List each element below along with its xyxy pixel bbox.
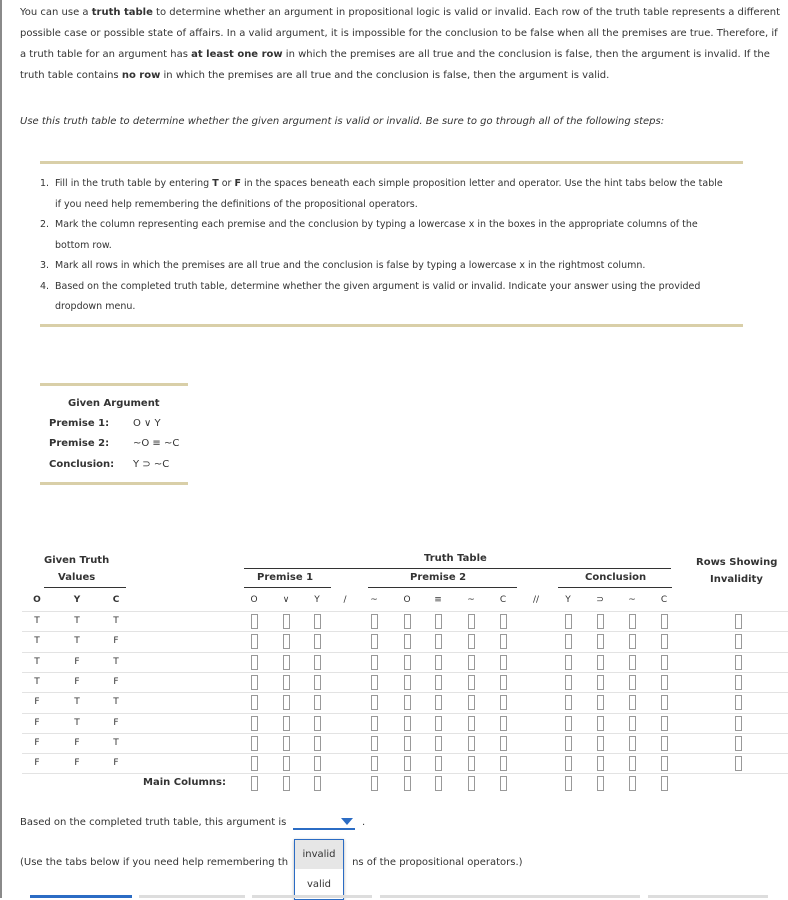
row-divider xyxy=(22,631,788,632)
truth-value-input[interactable] xyxy=(371,614,378,629)
chevron-down-icon[interactable] xyxy=(341,818,353,825)
given-value: F xyxy=(74,676,80,687)
given-col-header: C xyxy=(112,595,120,605)
truth-value-input[interactable] xyxy=(371,675,378,690)
truth-value-input[interactable] xyxy=(251,675,258,690)
truth-value-input[interactable] xyxy=(468,675,475,690)
truth-value-input[interactable] xyxy=(500,695,507,710)
given-value: F xyxy=(113,676,119,687)
truth-value-input[interactable] xyxy=(435,756,442,771)
premise-2-row: Premise 2: ~O ≡ ~C xyxy=(49,438,180,449)
truth-value-input[interactable] xyxy=(251,655,258,670)
truth-value-input[interactable] xyxy=(314,695,321,710)
step-3: 3. Mark all rows in which the premises are all true and the conclusion is false by typing a lowercase x in the rightmost column. xyxy=(40,260,646,271)
truth-value-input[interactable] xyxy=(283,675,290,690)
truth-value-input[interactable] xyxy=(371,634,378,649)
truth-value-input[interactable] xyxy=(661,756,668,771)
truth-value-input[interactable] xyxy=(565,695,572,710)
given-value: F xyxy=(34,717,40,728)
answer-prompt: Based on the completed truth table, this argument is xyxy=(20,817,287,828)
truth-value-input[interactable] xyxy=(435,736,442,751)
truth-value-input[interactable] xyxy=(500,655,507,670)
given-value: T xyxy=(74,636,80,647)
row-divider xyxy=(22,652,788,653)
operator-col-header: C xyxy=(660,595,668,605)
conclusion-header: Conclusion xyxy=(585,572,647,583)
truth-value-input[interactable] xyxy=(371,736,378,751)
truth-value-input[interactable] xyxy=(629,675,636,690)
given-argument-box xyxy=(40,383,188,485)
truth-value-input[interactable] xyxy=(597,675,604,690)
operator-col-header: ~ xyxy=(370,595,378,605)
given-value: F xyxy=(34,758,40,769)
row-divider xyxy=(22,753,788,754)
invalidity-mark-input[interactable] xyxy=(735,634,742,649)
truth-value-input[interactable] xyxy=(565,675,572,690)
given-value: F xyxy=(74,656,80,667)
given-values-header: Values xyxy=(58,572,96,583)
given-value: T xyxy=(113,737,119,748)
truth-value-input[interactable] xyxy=(371,756,378,771)
truth-value-input[interactable] xyxy=(565,736,572,751)
truth-value-input[interactable] xyxy=(661,655,668,670)
answer-period: . xyxy=(362,817,366,828)
main-column-input[interactable] xyxy=(404,776,411,791)
truth-value-input[interactable] xyxy=(629,756,636,771)
truth-value-input[interactable] xyxy=(251,716,258,731)
truth-value-input[interactable] xyxy=(500,716,507,731)
truth-value-input[interactable] xyxy=(500,614,507,629)
given-value: T xyxy=(74,616,80,626)
truth-table-underline xyxy=(244,568,671,569)
truth-table-header: Truth Table xyxy=(424,553,487,564)
truth-value-input[interactable] xyxy=(371,695,378,710)
step-2: 2. Mark the column representing each premise and the conclusion by typing a lowercase x in the boxes in the appropriate columns of the bottom row. xyxy=(40,219,698,251)
truth-value-input[interactable] xyxy=(597,756,604,771)
step-4: 4. Based on the completed truth table, determine whether the given argument is valid or invalid. Indicate your answer using the provided dropdown menu. xyxy=(40,280,701,312)
row-divider xyxy=(22,672,788,673)
truth-value-input[interactable] xyxy=(404,716,411,731)
truth-value-input[interactable] xyxy=(661,736,668,751)
truth-value-input[interactable] xyxy=(468,634,475,649)
row-divider xyxy=(22,692,788,693)
truth-value-input[interactable] xyxy=(468,736,475,751)
intro-paragraph: You can use a truth table to determine whether an argument in propositional logic is valid or invalid. Each row of the truth table represents a different possible case or possible state of affairs. In a valid argument, it is impossible for the conclusion to be false when all the premises are true. Therefore, if a truth table for an argument has at least one row in which the premises are all true and the conclusion is false, then the argument is invalid. If the truth table contains no row in which the premises are all true and the conclusion is false, then the argument is valid. xyxy=(20,7,780,81)
steps-box xyxy=(40,161,743,327)
truth-value-input[interactable] xyxy=(314,614,321,629)
given-value: F xyxy=(34,737,40,748)
option-valid[interactable]: valid xyxy=(307,879,331,890)
truth-value-input[interactable] xyxy=(251,736,258,751)
given-value: F xyxy=(34,697,40,708)
operator-col-header: ~ xyxy=(467,595,475,605)
truth-value-input[interactable] xyxy=(597,716,604,731)
operator-col-header: Y xyxy=(314,595,320,605)
truth-value-input[interactable] xyxy=(629,655,636,670)
truth-value-input[interactable] xyxy=(629,634,636,649)
truth-value-input[interactable] xyxy=(435,675,442,690)
given-value: T xyxy=(34,676,40,687)
truth-value-input[interactable] xyxy=(283,695,290,710)
invalidity-mark-input[interactable] xyxy=(735,695,742,710)
conclusion-formula: Y ⊃ ~C xyxy=(133,459,170,470)
given-value: F xyxy=(113,758,119,769)
truth-value-input[interactable] xyxy=(404,675,411,690)
invalidity-mark-input[interactable] xyxy=(735,736,742,751)
given-value: T xyxy=(113,656,119,667)
given-value: T xyxy=(113,697,119,708)
rows-showing-header: Rows Showing xyxy=(696,557,778,568)
truth-value-input[interactable] xyxy=(629,695,636,710)
premise-1-underline xyxy=(244,587,331,588)
truth-value-input[interactable] xyxy=(404,634,411,649)
truth-value-input[interactable] xyxy=(500,675,507,690)
premise-1-row: Premise 1: O ∨ Y xyxy=(49,418,161,429)
truth-value-input[interactable] xyxy=(404,614,411,629)
premise-1-formula: O ∨ Y xyxy=(133,418,161,429)
truth-value-input[interactable] xyxy=(661,716,668,731)
steps-list xyxy=(40,174,730,318)
given-value: T xyxy=(34,636,40,647)
invalidity-mark-input[interactable] xyxy=(735,655,742,670)
truth-value-input[interactable] xyxy=(565,655,572,670)
truth-value-input[interactable] xyxy=(371,716,378,731)
operator-col-header: ⊃ xyxy=(596,595,604,605)
invalidity-mark-input[interactable] xyxy=(735,716,742,731)
truth-value-input[interactable] xyxy=(314,756,321,771)
given-truth-header: Given Truth xyxy=(44,555,110,566)
main-column-input[interactable] xyxy=(597,776,604,791)
truth-value-input[interactable] xyxy=(251,614,258,629)
row-divider xyxy=(22,773,788,774)
truth-value-input[interactable] xyxy=(597,634,604,649)
truth-value-input[interactable] xyxy=(661,614,668,629)
truth-value-input[interactable] xyxy=(283,756,290,771)
dropdown-menu xyxy=(294,839,344,900)
premise-2-underline xyxy=(368,587,517,588)
truth-value-input[interactable] xyxy=(565,716,572,731)
truth-value-input[interactable] xyxy=(435,634,442,649)
truth-value-input[interactable] xyxy=(283,736,290,751)
step-1: 1. Fill in the truth table by entering T or F in the spaces beneath each simple proposition letter and operator. Use the hint tabs below the table if you need help remembering the definitions of the propositional operators. xyxy=(40,178,723,210)
given-col-header: Y xyxy=(73,595,81,605)
conclusion-row: Conclusion: Y ⊃ ~C xyxy=(49,459,170,470)
truth-value-input[interactable] xyxy=(404,655,411,670)
truth-value-input[interactable] xyxy=(314,675,321,690)
given-value: T xyxy=(74,717,80,728)
main-column-input[interactable] xyxy=(468,776,475,791)
invalidity-header: Invalidity xyxy=(710,574,763,585)
premise-1-header: Premise 1 xyxy=(257,572,314,583)
truth-value-input[interactable] xyxy=(629,614,636,629)
given-value: T xyxy=(34,656,40,667)
given-value: F xyxy=(113,717,119,728)
given-value: T xyxy=(74,697,80,708)
truth-value-input[interactable] xyxy=(661,634,668,649)
truth-value-input[interactable] xyxy=(404,695,411,710)
operator-col-header: Y xyxy=(565,595,571,605)
truth-value-input[interactable] xyxy=(597,655,604,670)
truth-value-input[interactable] xyxy=(597,736,604,751)
invalidity-mark-input[interactable] xyxy=(735,614,742,629)
truth-value-input[interactable] xyxy=(283,634,290,649)
option-invalid[interactable]: invalid xyxy=(295,840,343,869)
truth-value-input[interactable] xyxy=(565,634,572,649)
validity-dropdown[interactable] xyxy=(293,812,355,830)
truth-value-input[interactable] xyxy=(597,614,604,629)
truth-value-input[interactable] xyxy=(661,675,668,690)
truth-value-input[interactable] xyxy=(314,655,321,670)
given-value: T xyxy=(34,616,40,626)
given-argument-title: Given Argument xyxy=(68,398,160,409)
given-value: F xyxy=(74,758,80,769)
main-column-input[interactable] xyxy=(314,776,321,791)
main-column-input[interactable] xyxy=(435,776,442,791)
main-column-input[interactable] xyxy=(500,776,507,791)
main-column-input[interactable] xyxy=(661,776,668,791)
truth-value-input[interactable] xyxy=(435,716,442,731)
operator-col-header: C xyxy=(499,595,507,605)
operator-col-header: O xyxy=(250,595,258,605)
operator-col-header: ≡ xyxy=(434,595,442,605)
truth-value-input[interactable] xyxy=(629,736,636,751)
truth-value-input[interactable] xyxy=(283,716,290,731)
truth-value-input[interactable] xyxy=(251,634,258,649)
given-value: F xyxy=(74,737,80,748)
truth-value-input[interactable] xyxy=(283,655,290,670)
row-divider xyxy=(22,713,788,714)
column-separator: / xyxy=(343,595,347,605)
truth-value-input[interactable] xyxy=(314,736,321,751)
invalidity-mark-input[interactable] xyxy=(735,675,742,690)
truth-value-input[interactable] xyxy=(468,756,475,771)
main-column-input[interactable] xyxy=(283,776,290,791)
row-divider xyxy=(22,733,788,734)
truth-value-input[interactable] xyxy=(435,614,442,629)
column-separator: // xyxy=(532,595,540,605)
truth-value-input[interactable] xyxy=(371,655,378,670)
given-value: F xyxy=(113,636,119,647)
truth-value-input[interactable] xyxy=(468,655,475,670)
use-tabs-note: (Use the tabs below if you need help remembering th ns of the propositional operators.) xyxy=(20,857,523,868)
left-border xyxy=(0,0,2,898)
truth-value-input[interactable] xyxy=(314,634,321,649)
main-columns-label: Main Columns: xyxy=(143,777,226,788)
truth-value-input[interactable] xyxy=(435,655,442,670)
truth-value-input[interactable] xyxy=(565,614,572,629)
truth-value-input[interactable] xyxy=(435,695,442,710)
truth-value-input[interactable] xyxy=(661,695,668,710)
truth-value-input[interactable] xyxy=(404,756,411,771)
operator-col-header: ~ xyxy=(628,595,636,605)
truth-value-input[interactable] xyxy=(468,695,475,710)
operator-col-header: O xyxy=(403,595,411,605)
truth-value-input[interactable] xyxy=(500,736,507,751)
truth-value-input[interactable] xyxy=(251,695,258,710)
main-column-input[interactable] xyxy=(371,776,378,791)
truth-value-input[interactable] xyxy=(251,756,258,771)
truth-value-input[interactable] xyxy=(404,736,411,751)
premise-2-header: Premise 2 xyxy=(410,572,467,583)
premise-2-formula: ~O ≡ ~C xyxy=(133,438,180,449)
main-column-input[interactable] xyxy=(629,776,636,791)
truth-value-input[interactable] xyxy=(565,756,572,771)
truth-value-input[interactable] xyxy=(468,614,475,629)
truth-value-input[interactable] xyxy=(597,695,604,710)
instructions: Use this truth table to determine whether the given argument is valid or invalid. Be sure to go through all of the following steps: xyxy=(20,116,665,127)
main-column-input[interactable] xyxy=(251,776,258,791)
given-underline xyxy=(44,587,126,588)
invalidity-mark-input[interactable] xyxy=(735,756,742,771)
given-col-header: O xyxy=(33,595,41,605)
truth-value-input[interactable] xyxy=(629,716,636,731)
truth-value-input[interactable] xyxy=(314,716,321,731)
truth-value-input[interactable] xyxy=(500,634,507,649)
given-value: T xyxy=(113,616,119,626)
conclusion-underline xyxy=(558,587,672,588)
row-divider xyxy=(22,611,788,612)
truth-value-input[interactable] xyxy=(468,716,475,731)
operator-col-header: ∨ xyxy=(282,595,290,605)
main-column-input[interactable] xyxy=(565,776,572,791)
truth-value-input[interactable] xyxy=(500,756,507,771)
truth-value-input[interactable] xyxy=(283,614,290,629)
